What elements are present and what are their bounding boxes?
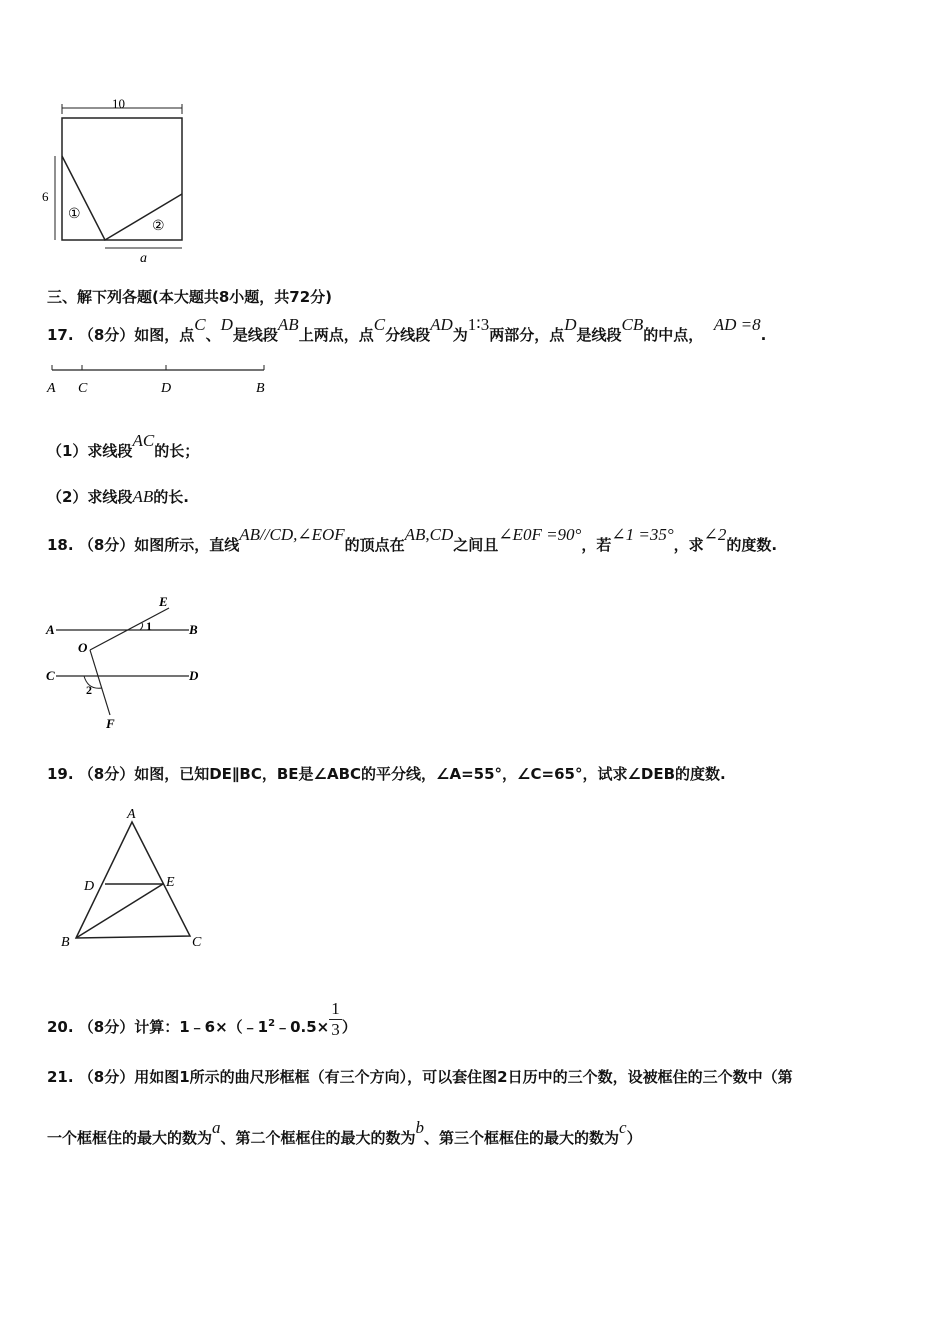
figure-q17-line [44, 358, 274, 398]
label-A: A [46, 622, 55, 637]
point-D: D [161, 381, 172, 396]
fig16-bottom-label: a [140, 251, 147, 266]
label-2: 2 [86, 683, 92, 697]
fig16-region2: ② [152, 219, 165, 234]
q21-line1: 21. （8分）用如图1所示的曲尺形框框（有三个方向），可以套住图2日历中的三个数，设被框住的三个数中（第 [47, 1068, 793, 1086]
q17-sub1: （1）求线段AC的长； [47, 431, 200, 460]
figure-q19 [56, 800, 216, 950]
label-C: C [46, 668, 55, 683]
label-E: E [159, 594, 168, 609]
q19-text: 19. （8分）如图，已知DE∥BC，BE是∠ABC的平分线，∠A=55°，∠C=65°，试求∠DEB的度数. [47, 765, 726, 783]
q17-sub2: （2）求线段AB的长. [47, 487, 189, 506]
label-F: F [106, 716, 115, 731]
label-B: B [61, 935, 70, 950]
point-B: B [256, 381, 265, 396]
label-C: C [192, 935, 202, 950]
label-D: D [189, 668, 199, 683]
section-heading: 三、解下列各题(本大题共8小题，共72分) [47, 288, 333, 306]
figure-q18 [44, 590, 214, 735]
q20-text: 20. （8分）计算：$1﹣6\times(﹣1^2﹣0.5\times$ $\frac{1}{3}$ ） [47, 999, 357, 1039]
fig16-region1: ① [68, 207, 81, 222]
label-D: D [84, 879, 95, 894]
q21-line2: 一个框框住的最大的数为a、第二个框框住的最大的数为b、第三个框框住的最大的数为c） [47, 1118, 642, 1147]
figure-q16 [40, 96, 200, 266]
label-B: B [189, 622, 198, 637]
fig16-top-label: 10 [112, 96, 125, 111]
label-E: E [166, 875, 175, 890]
label-O: O [78, 640, 88, 655]
fig16-left-label: 6 [42, 189, 49, 204]
label-1: 1 [146, 619, 152, 633]
q18-text: 18. （8分）如图所示，直线AB//CD,∠EOF的顶点在AB,CD之间且∠E0F =90°，若∠1 =35°，求∠2的度数. [47, 525, 778, 554]
label-A: A [127, 807, 136, 822]
q17-text: 17. （8分）如图，点C、D是线段AB上两点，点C分线段AD为1∶3两部分，点D是线段CB的中点， AD =8. [47, 315, 767, 344]
point-A: A [47, 381, 56, 396]
point-C: C [78, 381, 88, 396]
